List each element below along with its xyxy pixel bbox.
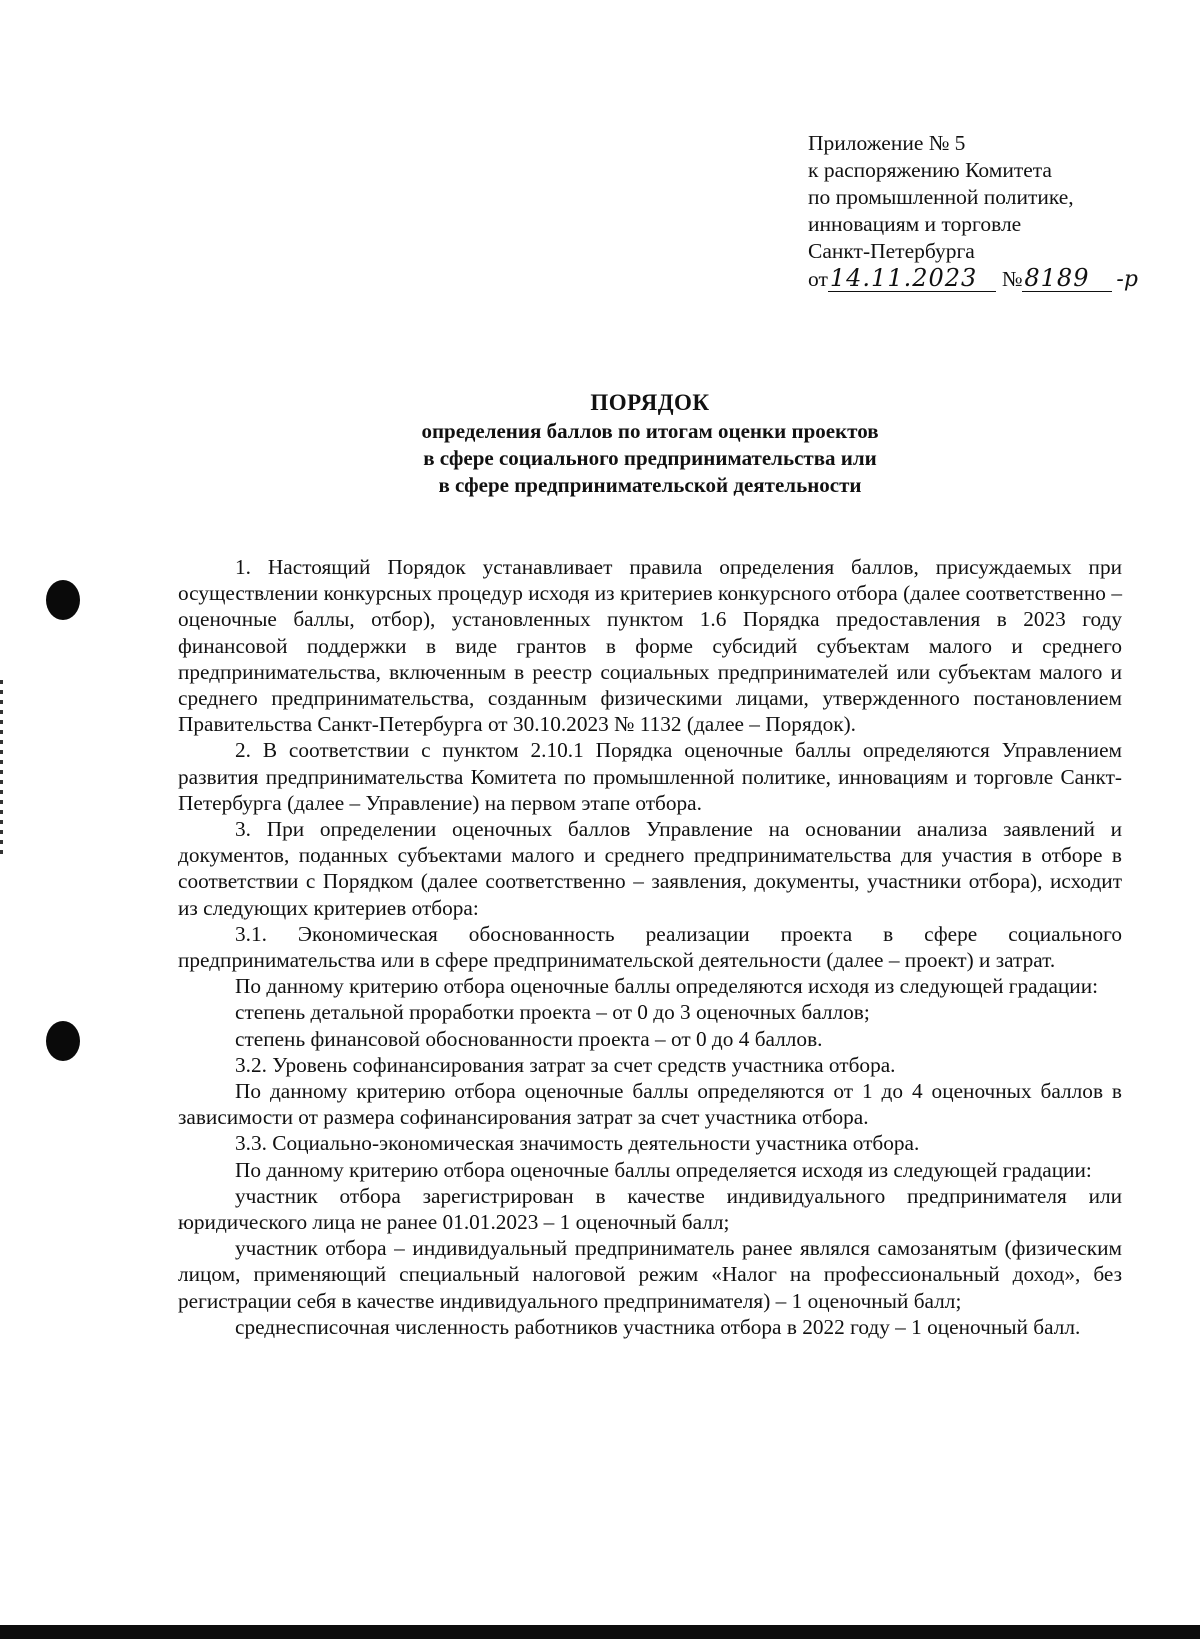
paragraph-3-1: 3.1. Экономическая обоснованность реализации проекта в сфере социального предпринимательства или в сфере предпринимательской деятельности (далее – проект) и затрат. — [178, 921, 1122, 973]
punch-hole-bottom — [46, 1021, 80, 1061]
scan-bottom-edge — [0, 1625, 1200, 1639]
appendix-line: инновациям и торговле — [808, 212, 1022, 236]
paragraph-3-3-item-2: участник отбора – индивидуальный предприниматель ранее являлся самозанятым (физическим лицом, применяющий специальный налоговой режим «Налог на профессиональный доход», без регистрации себя в качестве индивидуального предпринимателя) – 1 оценочный балл; — [178, 1236, 1122, 1313]
handwritten-date: 14.11.2023 — [828, 265, 996, 292]
order-reference — [808, 265, 1168, 293]
paragraph-2: 2. В соответствии с пунктом 2.10.1 Порядка оценочные баллы определяются Управлением развития предпринимательства Комитета по промышленной политике, инновациям и торговле Санкт-Петербурга (далее – Управление) на первом этапе отбора. — [178, 738, 1122, 815]
paragraph-3-1-gradation: По данному критерию отбора оценочные баллы определяются исходя из следующей градации: — [235, 974, 1099, 999]
number-suffix: -р — [1116, 267, 1138, 292]
number-prefix: № — [1001, 267, 1023, 291]
paragraph-1: 1. Настоящий Порядок устанавливает правила определения баллов, присуждаемых при осуществлении конкурсных процедур исходя из критериев конкурсного отбора (далее соответственно – оценочные баллы, отбор), установленных пунктом 1.6 Порядка предоставления в 2023 году финансовой поддержки в виде грантов в форме субсидий субъектам малого и среднего предпринимательства, включенным в реестр социальных предпринимателей или субъектам малого и среднего предпринимательства, созданным физическими лицами, утвержденного постановлением Правительства Санкт-Петербурга от 30.10.2023 № 1132 (далее – Порядок). — [178, 555, 1122, 737]
paragraph-3-1-item-2: степень финансовой обоснованности проекта – от 0 до 4 баллов. — [235, 1026, 823, 1051]
title-sub-line: в сфере предпринимательской деятельности — [438, 473, 862, 497]
appendix-line: по промышленной политике, — [808, 185, 1074, 209]
handwritten-number: 8189 — [1022, 265, 1112, 292]
document-title — [300, 388, 1000, 499]
punch-hole-top — [46, 580, 80, 620]
appendix-line: Приложение № 5 — [808, 131, 966, 155]
paragraph-3-3-item-3: среднесписочная численность работников участника отбора в 2022 году – 1 оценочный балл. — [235, 1314, 1081, 1339]
paragraph-3-2-detail: По данному критерию отбора оценочные баллы определяются от 1 до 4 оценочных баллов в зависимости от размера софинансирования затрат за счет участника отбора. — [178, 1079, 1122, 1130]
paragraph-3-3: 3.3. Социально-экономическая значимость деятельности участника отбора. — [235, 1131, 920, 1156]
paragraph-3-3-gradation: По данному критерию отбора оценочные баллы определяется исходя из следующей градации: — [235, 1157, 1092, 1182]
paragraph-3: 3. При определении оценочных баллов Управление на основании анализа заявлений и документов, поданных субъектами малого и среднего предпринимательства для участия в отборе в соответствии с Порядком (далее соответственно – заявления, документы, участники отбора), исходит из следующих критериев отбора: — [178, 817, 1122, 920]
title-sub-line: определения баллов по итогам оценки проектов — [421, 419, 879, 443]
document-body — [178, 554, 1122, 1340]
date-prefix: от — [808, 267, 828, 291]
paragraph-3-2: 3.2. Уровень софинансирования затрат за счет средств участника отбора. — [235, 1052, 896, 1077]
paragraph-3-1-item-1: степень детальной проработки проекта – от 0 до 3 оценочных баллов; — [235, 1000, 870, 1025]
title-main: ПОРЯДОК — [590, 390, 710, 415]
appendix-header — [808, 130, 1168, 293]
appendix-line: к распоряжению Комитета — [808, 158, 1052, 182]
title-sub-line: в сфере социального предпринимательства или — [423, 446, 877, 470]
paragraph-3-3-item-1: участник отбора зарегистрирован в качестве индивидуального предпринимателя или юридического лица не ранее 01.01.2023 – 1 оценочный балл; — [178, 1183, 1122, 1235]
appendix-line: Санкт-Петербурга — [808, 239, 975, 263]
scan-edge-mark — [0, 680, 3, 860]
